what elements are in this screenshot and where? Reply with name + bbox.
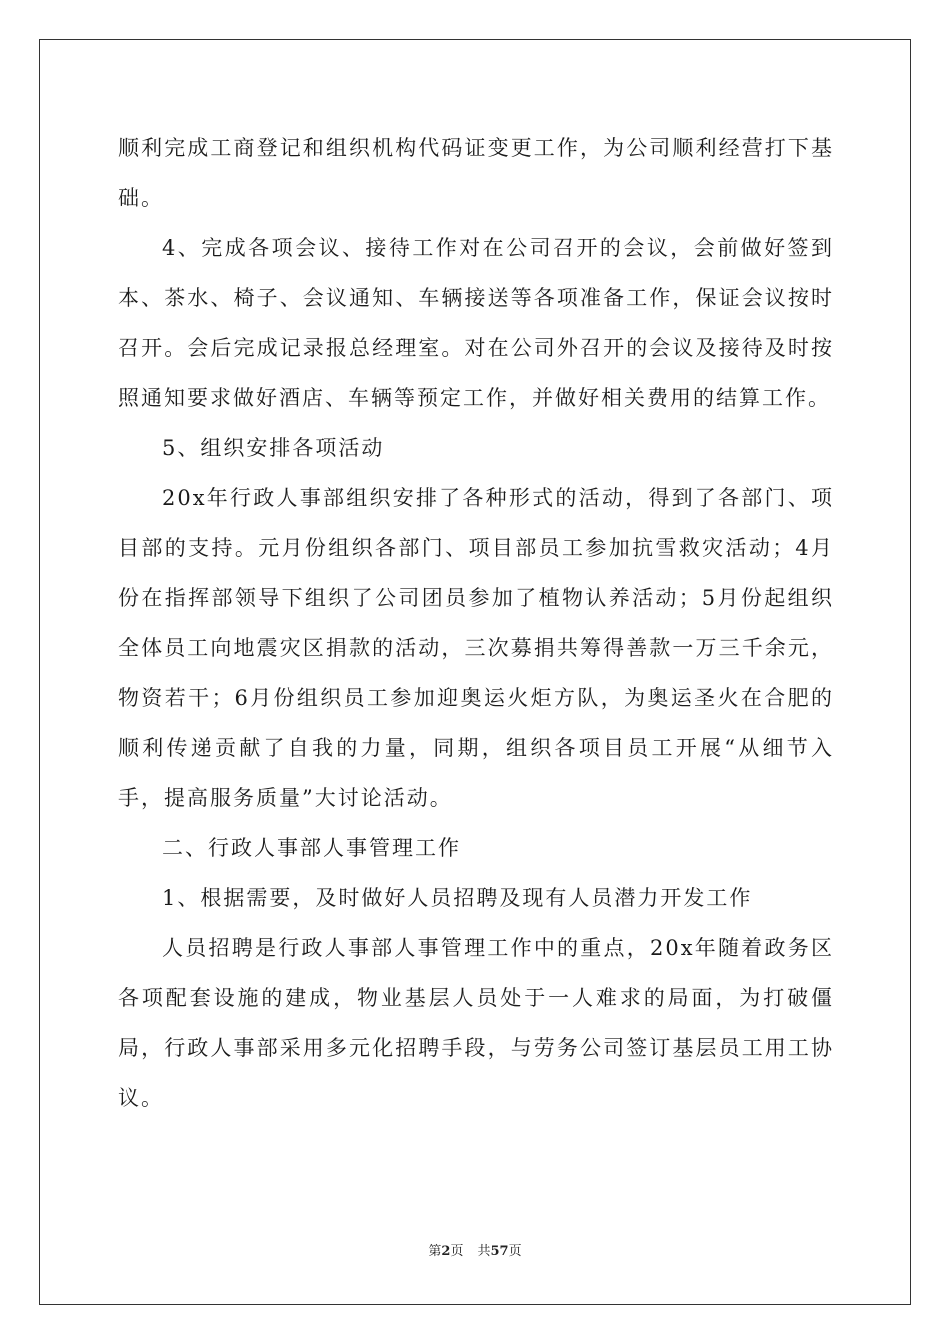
total-prefix: 共 (477, 1244, 491, 1259)
paragraph-7: 人员招聘是行政人事部人事管理工作中的重点，20x年随着政务区各项配套设施的建成，物业基层人员处于一人难求的局面，为打破僵局，行政人事部采用多元化招聘手段，与劳务公司签订基层员工用工协议。 (118, 936, 834, 1110)
page-suffix: 页 (450, 1244, 464, 1259)
paragraph-4: 20x年行政人事部组织安排了各种形式的活动，得到了各部门、项目部的支持。元月份组织各部门、项目部员工参加抗雪救灾活动；4月份在指挥部领导下组织了公司团员参加了植物认养活动；5月份起组织全体员工向地震灾区捐款的活动，三次募捐共筹得善款一万三千余元，物资若干；6月份组织员工参加迎奥运火炬方队，为奥运圣火在合肥的顺利传递贡献了自我的力量，同期，组织各项目员工开展“从细节入手，提高服务质量”大讨论活动。 (118, 486, 834, 810)
total-pages: 57 (490, 1244, 509, 1259)
paragraph-2: 4、完成各项会议、接待工作对在公司召开的会议，会前做好签到本、茶水、椅子、会议通知、车辆接送等各项准备工作，保证会议按时召开。会后完成记录报总经理室。对在公司外召开的会议及接待及时按照通知要求做好酒店、车辆等预定工作，并做好相关费用的结算工作。 (118, 236, 834, 410)
total-suffix: 页 (508, 1244, 522, 1259)
page-footer (0, 1242, 950, 1262)
paragraph-3: 5、组织安排各项活动 (162, 436, 385, 460)
paragraph-6: 1、根据需要，及时做好人员招聘及现有人员潜力开发工作 (162, 886, 753, 910)
page-prefix: 第 (428, 1244, 442, 1259)
section-heading: 二、行政人事部人事管理工作 (162, 836, 461, 860)
paragraph-1: 顺利完成工商登记和组织机构代码证变更工作，为公司顺利经营打下基础。 (118, 136, 834, 210)
document-body (118, 123, 834, 1123)
page-number: 2 (441, 1244, 451, 1259)
